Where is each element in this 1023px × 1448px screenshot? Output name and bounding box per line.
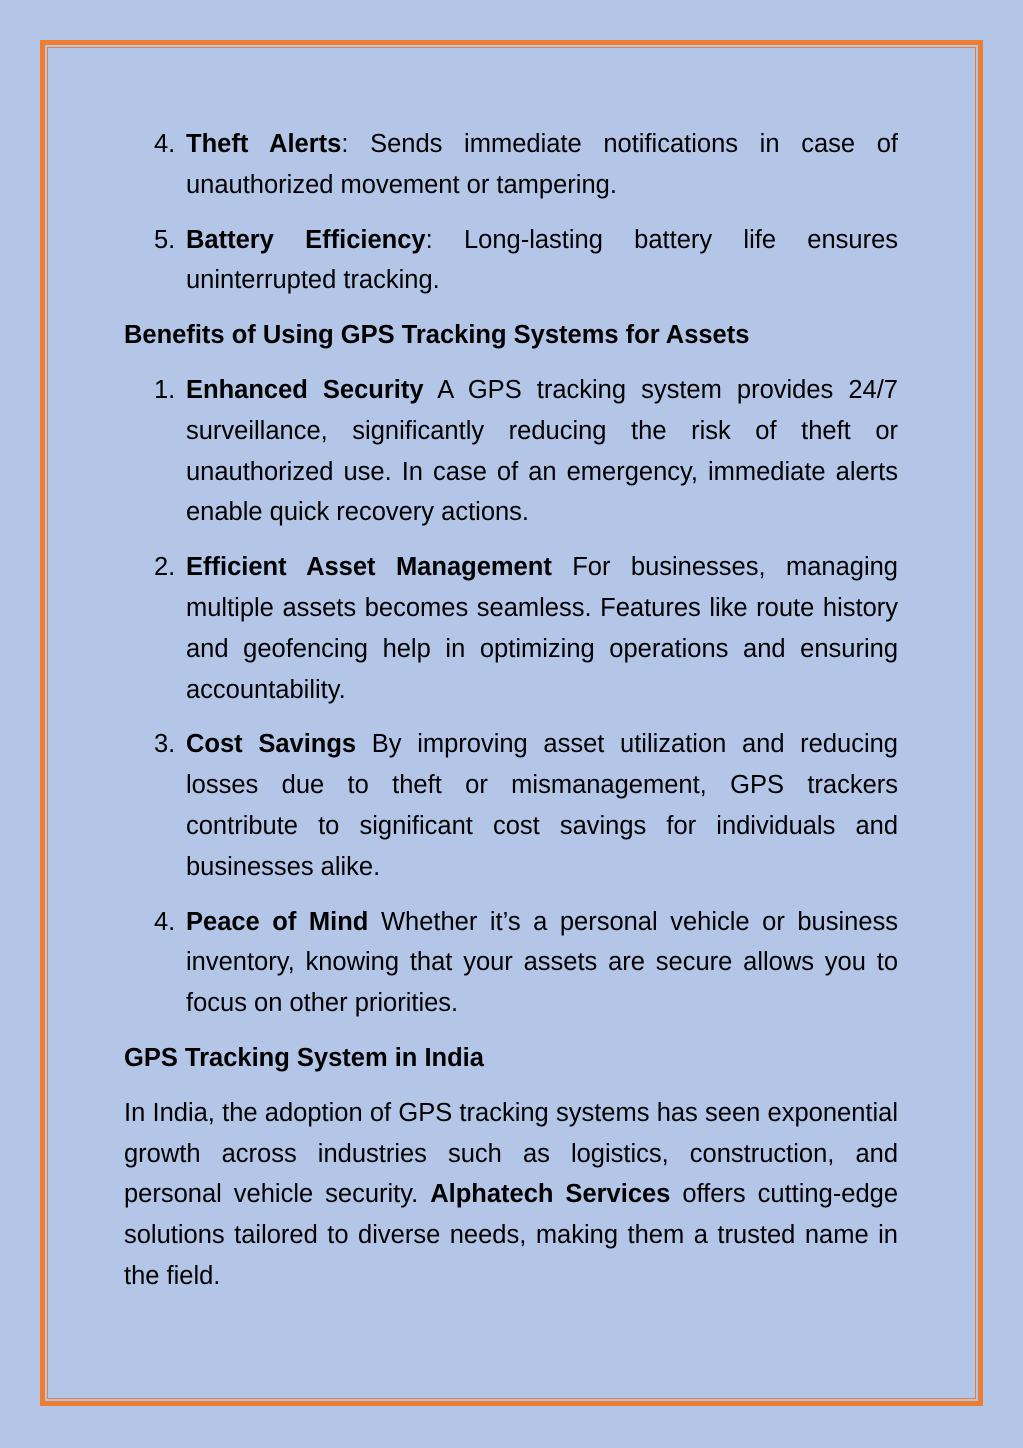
india-heading: GPS Tracking System in India bbox=[124, 1043, 484, 1072]
list-item bbox=[124, 370, 898, 533]
benefits-heading: Benefits of Using GPS Tracking Systems for Assets bbox=[124, 321, 750, 350]
item-text: Long-lasting battery life ensures uninterrupted tracking. bbox=[186, 225, 898, 295]
india-paragraph bbox=[124, 1093, 898, 1297]
item-text: A GPS tracking system provides 24/7 surveillance, significantly reducing the risk of theft or unauthorized use. In case of an emergency, immediate alerts enable quick recovery actions. bbox=[186, 375, 898, 527]
features-list-continued bbox=[124, 124, 898, 301]
item-term: Efficient Asset Management bbox=[186, 553, 552, 582]
list-item bbox=[124, 220, 898, 302]
list-item bbox=[124, 547, 898, 710]
item-separator: : bbox=[341, 130, 349, 158]
list-number: 1. bbox=[154, 375, 176, 404]
benefits-list bbox=[124, 370, 898, 1024]
item-term: Battery Efficiency bbox=[186, 225, 426, 254]
list-item bbox=[124, 124, 898, 206]
list-item bbox=[124, 724, 898, 887]
paragraph-text: offers cutting-edge solutions tailored to diverse needs, making them a trusted name in the field. bbox=[124, 1180, 898, 1290]
list-number: 2. bbox=[154, 553, 176, 582]
item-term: Cost Savings bbox=[186, 730, 357, 759]
item-term: Peace of Mind bbox=[186, 907, 369, 936]
item-term: Enhanced Security bbox=[186, 375, 424, 404]
list-item bbox=[124, 902, 898, 1024]
item-text: Sends immediate notifications in case of unauthorized movement or tampering. bbox=[186, 130, 898, 199]
item-text: By improving asset utilization and reducing losses due to theft or mismanagement, GPS trackers contribute to significant cost savings for individuals and businesses alike. bbox=[186, 730, 898, 881]
company-name: Alphatech Services bbox=[430, 1180, 671, 1209]
document-body bbox=[124, 124, 898, 1297]
item-text: Whether it’s a personal vehicle or business inventory, knowing that your assets are secure allows you to focus on other priorities. bbox=[186, 907, 898, 1018]
list-number: 4. bbox=[154, 907, 176, 936]
item-separator: : bbox=[425, 225, 433, 254]
paragraph-text: In India, the adoption of GPS tracking systems has seen exponential growth across industries such as logistics, construction, and personal vehicle security. bbox=[124, 1098, 898, 1209]
list-number: 3. bbox=[154, 730, 176, 759]
list-number: 4. bbox=[154, 130, 176, 158]
item-text: For businesses, managing multiple assets becomes seamless. Features like route history and geofencing help in optimizing operations and ensuring accountability. bbox=[186, 553, 898, 704]
item-term: Theft Alerts bbox=[186, 130, 342, 158]
list-number: 5. bbox=[154, 225, 176, 254]
